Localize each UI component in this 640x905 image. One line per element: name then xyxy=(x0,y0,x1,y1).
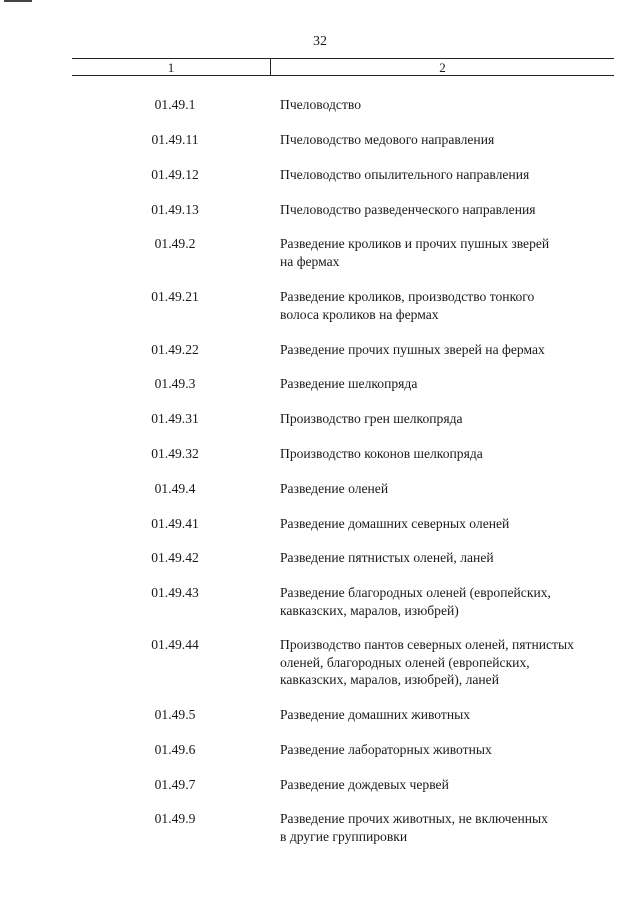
page-number: 32 xyxy=(313,34,327,49)
row-code: 01.49.2 xyxy=(154,236,196,251)
row-code: 01.49.1 xyxy=(154,97,196,112)
row-code: 01.49.43 xyxy=(151,585,199,600)
description-line: Разведение домашних северных оленей xyxy=(280,516,510,531)
row-code: 01.49.31 xyxy=(151,411,199,426)
row-description xyxy=(280,741,620,759)
header-col-1: 1 xyxy=(167,60,175,75)
row-description xyxy=(280,235,620,270)
row-code: 01.49.41 xyxy=(151,516,199,531)
description-line: Производство пантов северных оленей, пятнистых xyxy=(280,637,574,652)
description-line: Производство грен шелкопряда xyxy=(280,411,463,426)
description-line: Пчеловодство xyxy=(280,97,362,112)
description-line: Разведение благородных оленей (европейских, xyxy=(280,585,551,600)
description-line: Разведение прочих пушных зверей на фермах xyxy=(280,342,545,357)
row-description xyxy=(280,515,620,533)
description-line: Пчеловодство медового направления xyxy=(280,132,495,147)
row-description xyxy=(280,706,620,724)
header-top-rule xyxy=(72,58,614,59)
row-code: 01.49.7 xyxy=(154,777,196,792)
row-code: 01.49.12 xyxy=(151,167,199,182)
row-description xyxy=(280,288,620,323)
description-line: на фермах xyxy=(280,253,340,269)
row-description xyxy=(280,776,620,794)
row-description xyxy=(280,131,620,149)
description-line: кавказских, маралов, изюбрей), ланей xyxy=(280,672,499,687)
row-code: 01.49.11 xyxy=(151,132,199,147)
description-line: Разведение лабораторных животных xyxy=(280,742,492,757)
header-col-2: 2 xyxy=(439,60,446,75)
row-description xyxy=(280,96,620,114)
row-description xyxy=(280,584,620,619)
row-code: 01.49.22 xyxy=(151,342,199,357)
row-description xyxy=(280,201,620,219)
description-line: Разведение дождевых червей xyxy=(280,777,449,792)
row-description xyxy=(280,375,620,393)
description-line: кавказских, маралов, изюбрей) xyxy=(280,602,459,618)
description-line: Разведение шелкопряда xyxy=(280,376,418,391)
row-description xyxy=(280,636,620,689)
row-description xyxy=(280,341,620,359)
row-code: 01.49.6 xyxy=(154,742,196,757)
row-description xyxy=(280,549,620,567)
row-code: 01.49.44 xyxy=(151,637,199,652)
corner-mark xyxy=(4,0,32,2)
description-line: Разведение пятнистых оленей, ланей xyxy=(280,550,494,565)
description-line: оленей, благородных оленей (европейских, xyxy=(280,654,530,670)
description-line: Пчеловодство опылительного направления xyxy=(280,167,530,182)
row-code: 01.49.4 xyxy=(154,481,196,496)
row-code: 01.49.42 xyxy=(151,550,199,565)
row-code: 01.49.3 xyxy=(154,376,196,391)
row-code: 01.49.9 xyxy=(154,811,196,826)
description-line: Производство коконов шелкопряда xyxy=(280,446,483,461)
row-description xyxy=(280,480,620,498)
description-line: Разведение кроликов и прочих пушных зверей xyxy=(280,236,550,251)
row-code: 01.49.5 xyxy=(154,707,196,722)
row-description xyxy=(280,445,620,463)
row-code: 01.49.21 xyxy=(151,289,199,304)
description-line: Пчеловодство разведенческого направления xyxy=(280,202,536,217)
row-description xyxy=(280,410,620,428)
description-line: волоса кроликов на фермах xyxy=(280,306,439,322)
description-line: Разведение прочих животных, не включенных xyxy=(280,811,548,826)
row-code: 01.49.32 xyxy=(151,446,199,461)
row-description xyxy=(280,810,620,845)
description-line: в другие группировки xyxy=(280,828,408,844)
description-line: Разведение кроликов, производство тонкого xyxy=(280,289,535,304)
description-line: Разведение домашних животных xyxy=(280,707,471,722)
row-description xyxy=(280,166,620,184)
description-line: Разведение оленей xyxy=(280,481,389,496)
row-code: 01.49.13 xyxy=(151,202,199,217)
table-header xyxy=(72,58,614,77)
